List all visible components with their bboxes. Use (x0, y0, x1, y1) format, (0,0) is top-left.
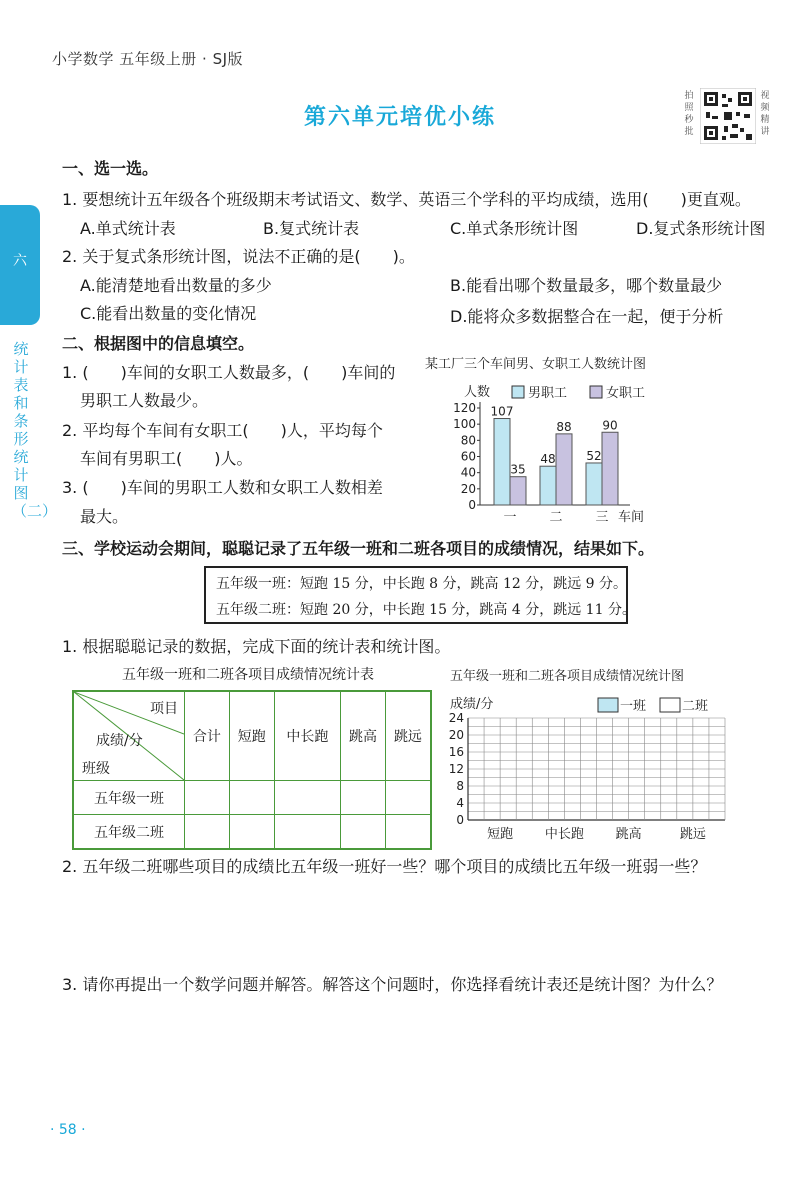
column-header: 中长跑 (274, 691, 340, 781)
legend-swatch (512, 386, 524, 398)
x-tick-label: 中长跑 (544, 827, 584, 842)
y-tick-label: 20 (448, 728, 464, 742)
q1-option-d[interactable]: D.复式条形统计图 (636, 219, 766, 238)
section3-heading: 三、学校运动会期间，聪聪记录了五年级一班和二班各项目的成绩情况，结果如下。 (62, 539, 655, 558)
section3-q3: 3. 请你再提出一个数学问题并解答。解答这个问题时，你选择看统计表还是统计图？为什么？ (62, 975, 723, 994)
q2-option-b[interactable]: B.能看出哪个数量最多，哪个数量最少 (450, 276, 723, 295)
bar (556, 434, 572, 505)
qr-right-label: 视频精讲 (760, 91, 770, 137)
table-input-cell[interactable] (274, 781, 340, 815)
bar (494, 419, 510, 505)
qr-code-icon[interactable] (700, 88, 756, 144)
data-label: 48 (540, 452, 556, 467)
table-input-cell[interactable] (229, 781, 274, 815)
record-line-class2: 五年级二班：短跑 20 分，中长跑 15 分，跳高 4 分，跳远 11 分。 (216, 602, 636, 618)
y-tick-label: 8 (456, 779, 464, 793)
x-tick-label: 跳高 (615, 827, 642, 842)
section2-line: 车间有男职工( )人。 (80, 449, 253, 468)
y-tick-label: 40 (460, 465, 476, 480)
q1-option-c[interactable]: C.单式条形统计图 (450, 219, 579, 238)
table-input-cell[interactable] (341, 815, 386, 850)
table-input-cell[interactable] (274, 815, 340, 850)
column-header: 短跑 (229, 691, 274, 781)
bar (586, 463, 602, 505)
section2-heading: 二、根据图中的信息填空。 (62, 334, 255, 353)
section2-line: 男职工人数最少。 (80, 391, 209, 410)
y-tick-label: 20 (460, 481, 476, 496)
y-axis-label: 人数 (464, 385, 491, 400)
unit-tab-label: 统计表和条形统计图（二） (12, 340, 58, 520)
q1-option-b[interactable]: B.复式统计表 (263, 219, 360, 238)
section2-line: 2. 平均每个车间有女职工( )人，平均每个 (62, 421, 383, 440)
table-input-cell[interactable] (385, 781, 431, 815)
legend-label: 男职工 (528, 386, 568, 401)
y-tick-label: 0 (468, 498, 476, 512)
y-tick-label: 12 (448, 762, 464, 776)
legend-swatch (590, 386, 602, 398)
table-input-cell[interactable] (185, 815, 230, 850)
bar (510, 477, 526, 505)
corner-top-label: 项目 (150, 701, 178, 717)
unit-tab-number: 六 (13, 253, 27, 269)
score-table (72, 690, 432, 850)
y-tick-label: 100 (453, 417, 476, 432)
q1-option-a[interactable]: A.单式统计表 (80, 219, 176, 238)
x-tick-label: 三 (595, 510, 609, 525)
column-header: 跳高 (341, 691, 386, 781)
y-tick-label: 16 (448, 745, 464, 759)
section2-line: 最大。 (80, 507, 129, 526)
section1-q2: 2. 关于复式条形统计图，说法不正确的是( )。 (62, 247, 415, 266)
table-input-cell[interactable] (341, 781, 386, 815)
table-corner-cell (73, 691, 185, 781)
page-title: 第六单元培优小练 (303, 105, 496, 130)
bar (540, 466, 556, 505)
section2-line: 1. ( )车间的女职工人数最多，( )车间的 (62, 363, 396, 382)
table-input-cell[interactable] (185, 781, 230, 815)
factory-chart (420, 350, 700, 530)
q2-option-d[interactable]: D.能将众多数据整合在一起，便于分析 (450, 307, 724, 326)
page-number: · 58 · (50, 1122, 86, 1138)
x-tick-label: 二 (549, 510, 563, 525)
legend-label: 女职工 (606, 386, 646, 401)
legend-swatch (660, 698, 680, 712)
x-axis-label: 车间 (618, 510, 645, 525)
y-tick-label: 0 (456, 813, 464, 827)
legend-swatch (598, 698, 618, 712)
x-tick-label: 短跑 (487, 827, 514, 842)
legend-label: 一班 (620, 699, 647, 714)
score-chart[interactable] (440, 660, 740, 850)
score-record-box (204, 566, 636, 624)
table-title: 五年级一班和二班各项目成绩情况统计表 (122, 667, 374, 683)
y-tick-label: 120 (453, 401, 476, 415)
y-tick-label: 60 (460, 449, 476, 464)
data-label: 52 (586, 448, 602, 463)
chart-title: 某工厂三个车间男、女职工人数统计图 (425, 357, 647, 372)
data-label: 88 (556, 419, 572, 434)
data-label: 107 (490, 404, 514, 419)
y-tick-label: 4 (456, 796, 464, 810)
section1-heading: 一、选一选。 (62, 159, 159, 178)
data-label: 90 (602, 418, 618, 433)
record-line-class1: 五年级一班：短跑 15 分，中长跑 8 分，跳高 12 分，跳远 9 分。 (216, 576, 628, 592)
qr-left-label: 拍照秒批 (684, 91, 694, 137)
x-tick-label: 跳远 (679, 827, 706, 842)
q2-option-a[interactable]: A.能清楚地看出数量的多少 (80, 276, 272, 295)
table-input-cell[interactable] (385, 815, 431, 850)
column-header: 跳远 (385, 691, 431, 781)
column-header: 合计 (185, 691, 230, 781)
chart-title: 五年级一班和二班各项目成绩情况统计图 (450, 669, 685, 684)
data-label: 35 (510, 462, 526, 477)
q2-option-c[interactable]: C.能看出数量的变化情况 (80, 304, 257, 323)
x-tick-label: 一 (503, 510, 517, 525)
row-header: 五年级二班 (73, 815, 185, 850)
section3-q1: 1. 根据聪聪记录的数据，完成下面的统计表和统计图。 (62, 637, 451, 656)
book-header: 小学数学 五年级上册 · SJ版 (52, 50, 244, 68)
corner-bottom-label: 班级 (82, 761, 110, 777)
y-axis-label: 成绩/分 (450, 697, 494, 712)
qr-panel[interactable] (680, 88, 772, 148)
bar (602, 432, 618, 505)
section3-q2: 2. 五年级二班哪些项目的成绩比五年级一班好一些？哪个项目的成绩比五年级一班弱一些？ (62, 857, 707, 876)
row-header: 五年级一班 (73, 781, 185, 815)
section2-line: 3. ( )车间的男职工人数和女职工人数相差 (62, 478, 383, 497)
legend-label: 二班 (682, 699, 709, 714)
corner-middle-label: 成绩/分 (96, 733, 143, 749)
table-input-cell[interactable] (229, 815, 274, 850)
y-tick-label: 24 (448, 711, 464, 725)
y-tick-label: 80 (460, 433, 476, 448)
section1-q1: 1. 要想统计五年级各个班级期末考试语文、数学、英语三个学科的平均成绩，选用( )更直观。 (62, 190, 751, 209)
